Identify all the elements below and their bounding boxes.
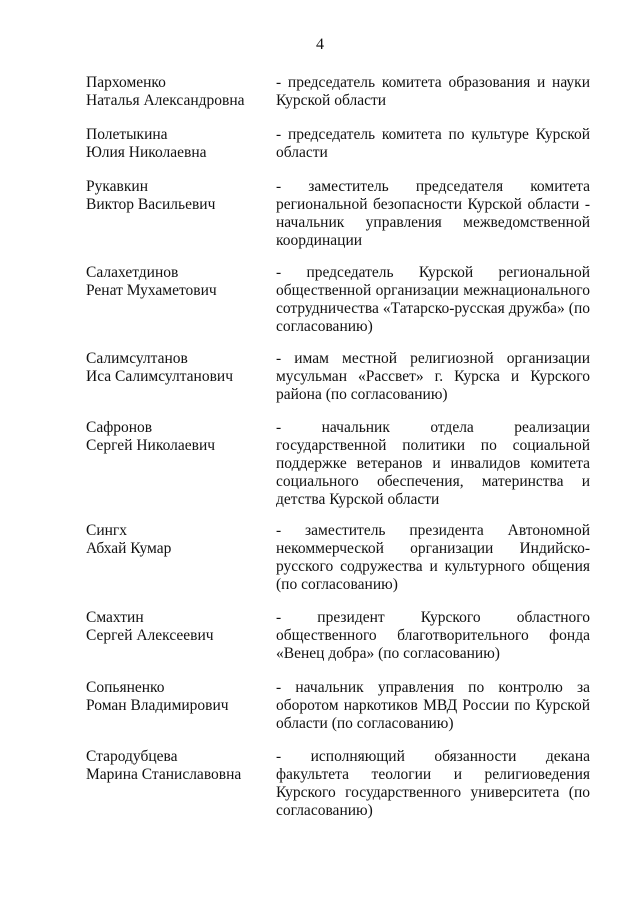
member-role: - исполняющий обязанности декана факультета теологии и религиоведения Курского государственного университета (по согласованию)	[276, 748, 590, 819]
member-surname: Полетыкина	[86, 126, 168, 143]
page-number: 4	[316, 36, 324, 53]
member-role: - заместитель председателя комитета региональной безопасности Курской области - начальник управления межведомственной координации	[276, 178, 590, 249]
member-name	[86, 522, 276, 594]
member-entry	[86, 522, 590, 594]
member-name	[86, 748, 276, 820]
member-given-names: Марина Станиславовна	[86, 766, 242, 783]
member-name	[86, 679, 276, 733]
member-name	[86, 609, 276, 663]
member-entry	[86, 178, 590, 250]
member-role: - начальник отдела реализации государственной политики по социальной поддержке ветеранов и инвалидов комитета социального обеспечения, материнства и детства Курской области	[276, 419, 590, 508]
member-surname: Смахтин	[86, 609, 144, 626]
member-role: - президент Курского областного общественного благотворительного фонда «Венец добра» (по согласованию)	[276, 609, 590, 662]
member-name	[86, 74, 276, 110]
member-entry	[86, 419, 590, 509]
member-surname: Рукавкин	[86, 178, 148, 195]
member-name	[86, 264, 276, 336]
member-entry	[86, 126, 590, 162]
member-role: - председатель Курской региональной общественной организации межнационального сотрудничества «Татарско-русская дружба» (по согласованию)	[276, 264, 590, 335]
member-surname: Сопьяненко	[86, 679, 165, 696]
member-given-names: Сергей Алексеевич	[86, 627, 214, 644]
member-given-names: Наталья Александровна	[86, 92, 245, 109]
member-surname: Салимсултанов	[86, 350, 188, 367]
member-given-names: Сергей Николаевич	[86, 437, 216, 454]
member-name	[86, 419, 276, 509]
member-role: - председатель комитета по культуре Курской области	[276, 126, 590, 161]
member-entry	[86, 748, 590, 820]
member-given-names: Юлия Николаевна	[86, 144, 207, 161]
member-entry	[86, 350, 590, 404]
member-entry	[86, 74, 590, 110]
member-role: - начальник управления по контролю за оборотом наркотиков МВД России по Курской области (по согласованию)	[276, 679, 590, 732]
member-role: - председатель комитета образования и науки Курской области	[276, 74, 590, 109]
member-given-names: Ренат Мухаметович	[86, 282, 217, 299]
member-given-names: Абхай Кумар	[86, 540, 172, 557]
member-name	[86, 178, 276, 250]
member-entry	[86, 609, 590, 663]
member-surname: Сингх	[86, 522, 128, 539]
member-name	[86, 126, 276, 162]
member-given-names: Роман Владимирович	[86, 697, 229, 714]
member-entry	[86, 264, 590, 336]
member-name	[86, 350, 276, 404]
member-entry	[86, 679, 590, 733]
member-role: - заместитель президента Автономной некоммерческой организации Индийско-русского содружества и культурного общения (по согласованию)	[276, 522, 590, 593]
member-surname: Пархоменко	[86, 74, 166, 91]
member-role: - имам местной религиозной организации мусульман «Рассвет» г. Курска и Курского района (по согласованию)	[276, 350, 590, 403]
member-surname: Стародубцева	[86, 748, 178, 765]
member-given-names: Иса Салимсултанович	[86, 368, 233, 385]
member-surname: Сафронов	[86, 419, 153, 436]
member-given-names: Виктор Васильевич	[86, 196, 216, 213]
member-surname: Салахетдинов	[86, 264, 179, 281]
